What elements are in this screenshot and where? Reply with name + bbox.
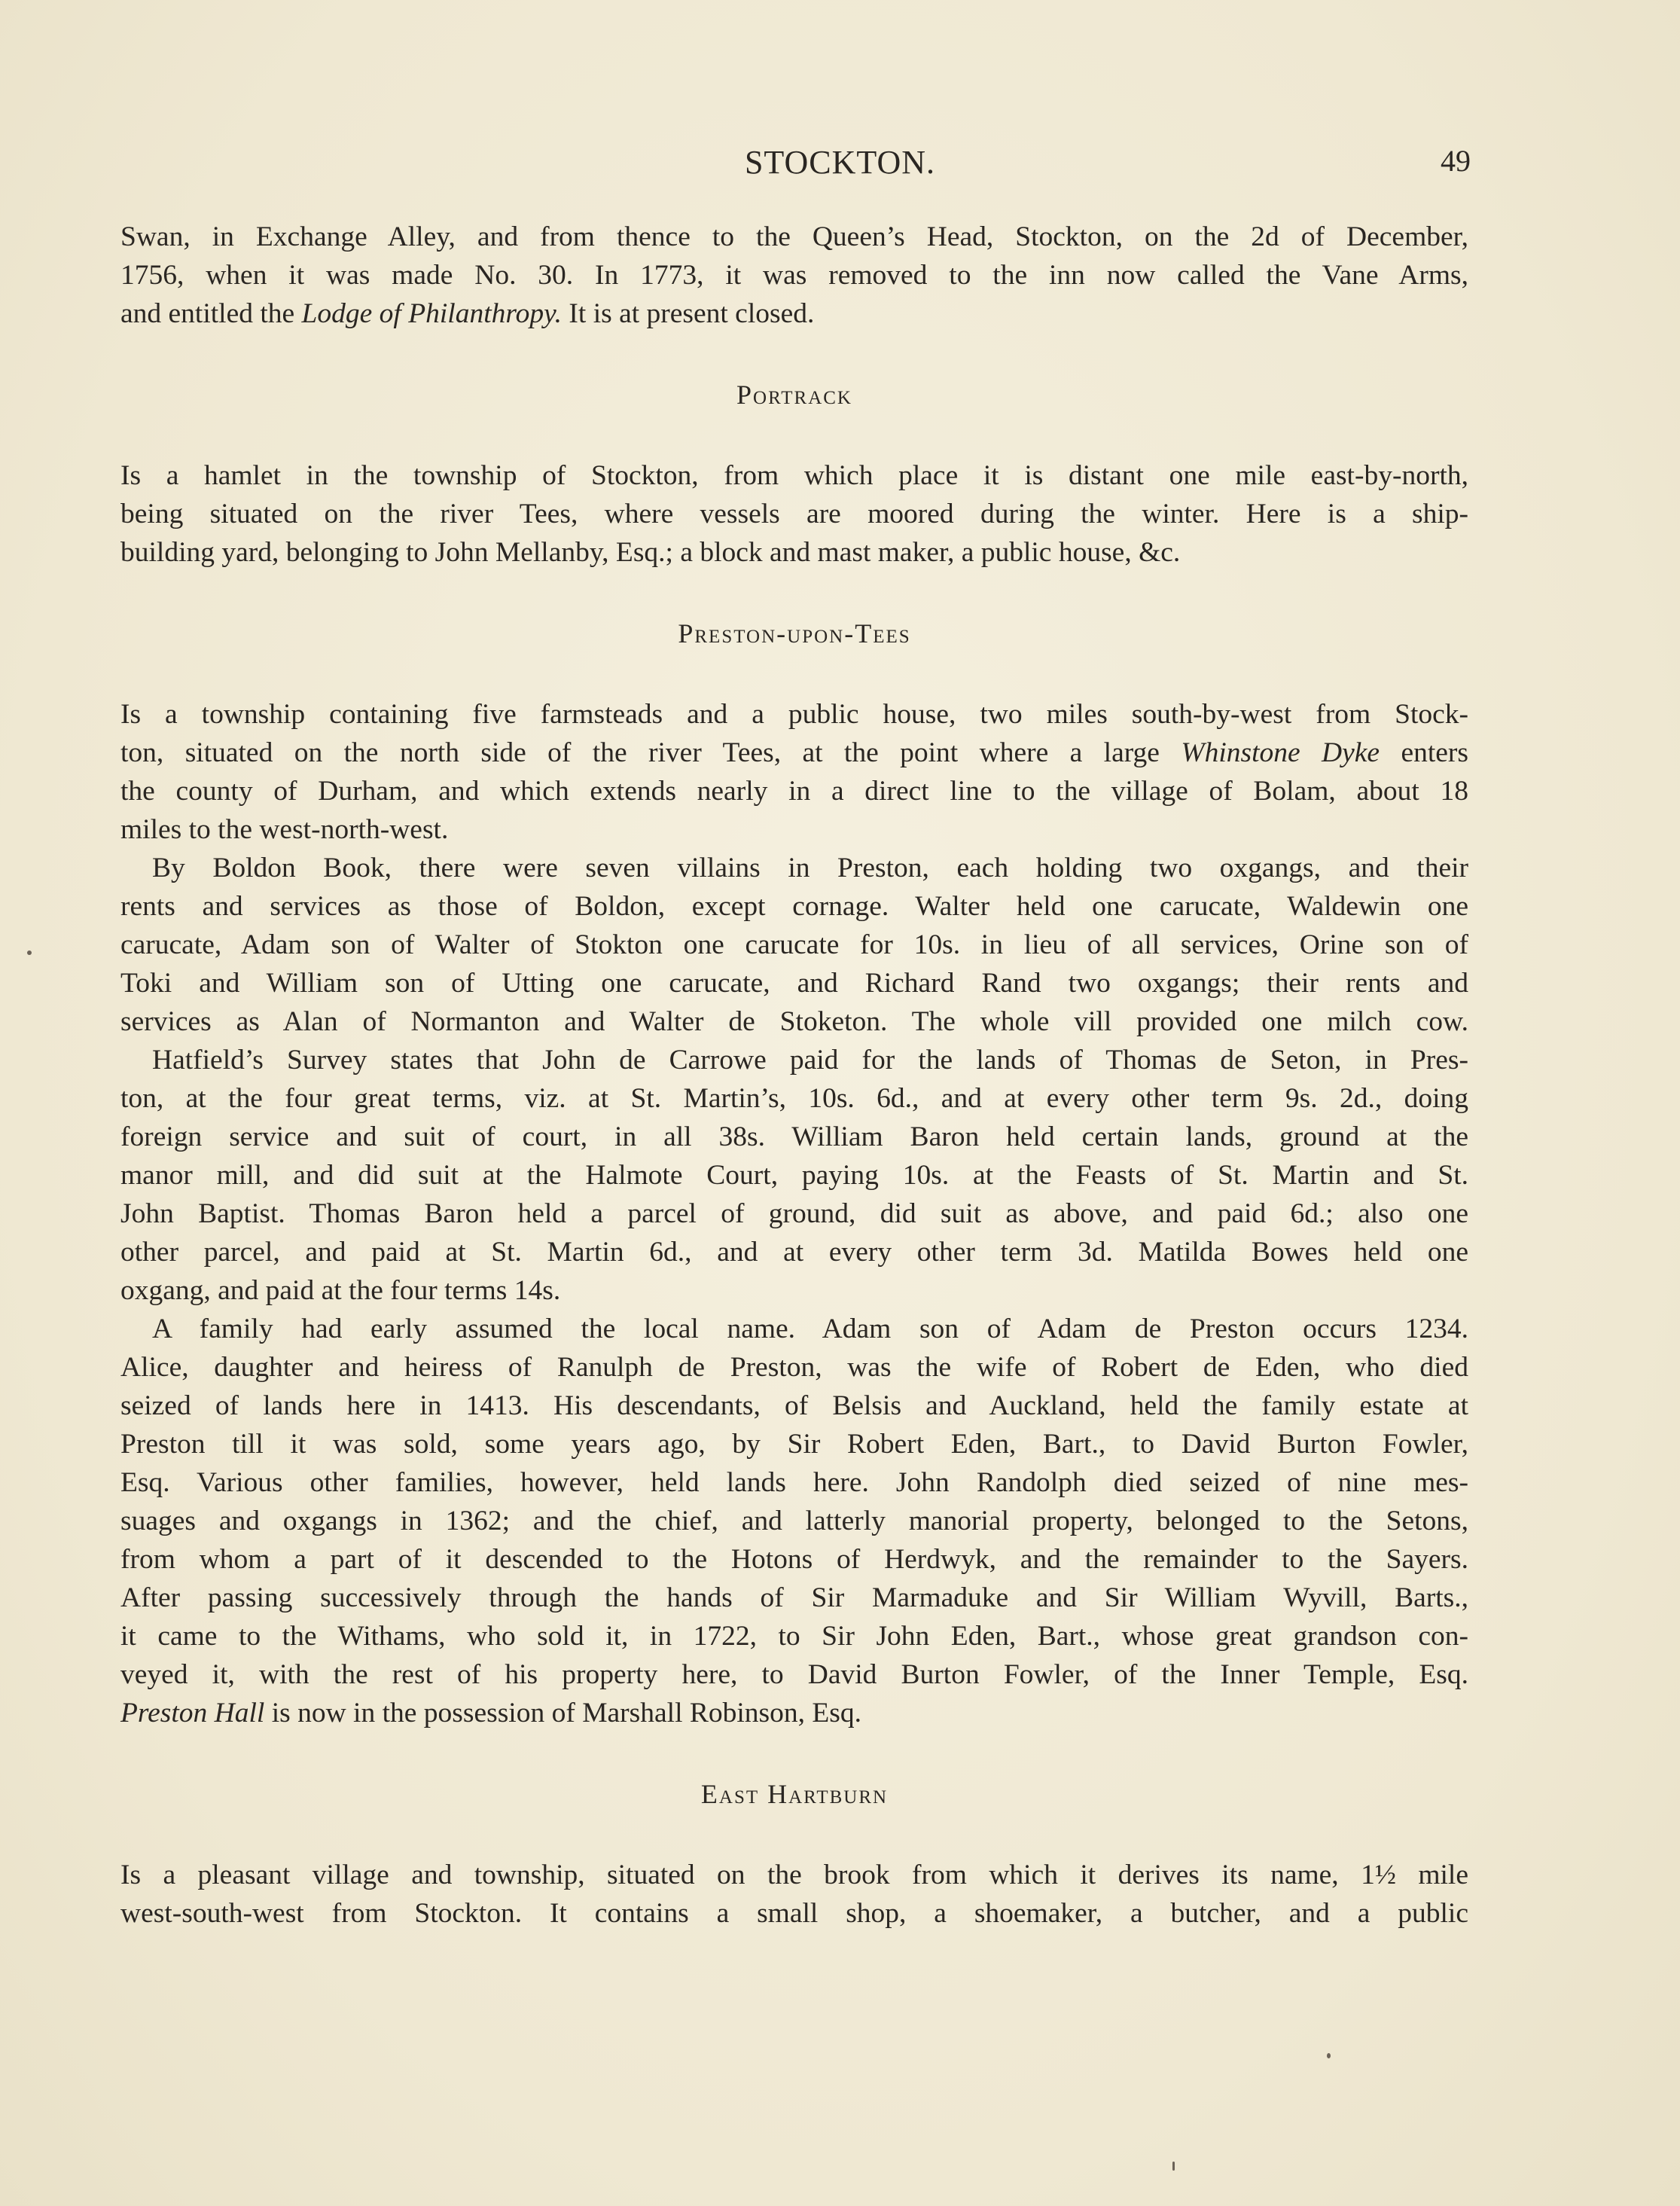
text-line: Alice, daughter and heiress of Ranulph de Preston, was the wife of Robert de Eden, who died [120, 1352, 1468, 1383]
running-head [0, 143, 1680, 188]
text-line: building yard, belonging to John Mellanby, Esq.; a block and mast maker, a public house, &c. [120, 537, 1181, 568]
text-fragment: ton, situated on the north side of the river Tees, at the point where a large [120, 737, 1181, 768]
text-line: miles to the west-north-west. [120, 814, 449, 845]
text-line: the county of Durham, and which extends nearly in a direct line to the village of Bolam, about 18 [120, 776, 1468, 807]
text-line: Is a hamlet in the township of Stockton, from which place it is distant one mile east-by-north, [120, 460, 1468, 491]
text-fragment: enters [1380, 737, 1469, 768]
text-line: After passing successively through the hands of Sir Marmaduke and Sir William Wyvill, Barts., [120, 1582, 1468, 1613]
text-line: manor mill, and did suit at the Halmote Court, paying 10s. at the Feasts of St. Martin and St. [120, 1160, 1468, 1191]
text-line: John Baptist. Thomas Baron held a parcel of ground, did suit as above, and paid 6d.; also one [120, 1198, 1468, 1229]
section-heading-east-hartburn: East Hartburn [700, 1779, 889, 1809]
text-line [120, 1694, 1468, 1732]
section-heading-portrack: Portrack [736, 380, 852, 410]
text-line: veyed it, with the rest of his property here, to David Burton Fowler, of the Inner Temple, Esq. [120, 1659, 1468, 1690]
whinstone-dyke: Whinstone Dyke [1181, 737, 1380, 768]
body-text [120, 218, 1468, 1933]
text-line: carucate, Adam son of Walter of Stokton one carucate for 10s. in lieu of all services, Orine son of [120, 929, 1468, 960]
running-title: STOCKTON. [744, 144, 936, 181]
paper-speck [1327, 2053, 1331, 2058]
text-line: Preston till it was sold, some years ago, by Sir Robert Eden, Bart., to David Burton Fowler, [120, 1429, 1468, 1460]
text-line: suages and oxgangs in 1362; and the chief, and latterly manorial property, belonged to the Setons, [120, 1506, 1468, 1536]
paper-speck [27, 950, 32, 955]
text-fragment: It is at present closed. [562, 298, 815, 329]
text-line: Esq. Various other families, however, held lands here. John Randolph died seized of nine mes- [120, 1467, 1468, 1498]
text-line: west-south-west from Stockton. It contains a small shop, a shoemaker, a butcher, and a public [120, 1898, 1468, 1929]
text-line: services as Alan of Normanton and Walter de Stoketon. The whole vill provided one milch cow. [120, 1006, 1468, 1037]
text-line: foreign service and suit of court, in all 38s. William Baron held certain lands, ground at the [120, 1121, 1468, 1152]
text-line: being situated on the river Tees, where vessels are moored during the winter. Here is a ship- [120, 499, 1468, 529]
text-line: Is a pleasant village and township, situated on the brook from which it derives its name, 1½ mile [120, 1860, 1468, 1890]
page-number: 49 [1441, 144, 1471, 178]
text-line: ton, at the four great terms, viz. at St. Martin’s, 10s. 6d., and at every other term 9s. 2d., doing [120, 1083, 1468, 1114]
lodge-name: Lodge of Philanthropy. [301, 298, 563, 329]
preston-hall: Preston Hall [120, 1698, 265, 1728]
text-line: By Boldon Book, there were seven villains in Preston, each holding two oxgangs, and their [152, 853, 1468, 883]
text-line: seized of lands here in 1413. His descendants, of Belsis and Auckland, held the family estate at [120, 1390, 1468, 1421]
text-line: Toki and William son of Utting one carucate, and Richard Rand two oxgangs; their rents and [120, 968, 1468, 999]
section-heading-preston: Preston-upon-Tees [678, 618, 911, 648]
text-line: it came to the Withams, who sold it, in 1722, to Sir John Eden, Bart., whose great grandson con- [120, 1621, 1468, 1652]
text-line: Is a township containing five farmsteads and a public house, two miles south-by-west from Stock- [120, 699, 1468, 730]
text-fragment: and entitled the [120, 298, 302, 329]
text-line: from whom a part of it descended to the Hotons of Herdwyk, and the remainder to the Sayers. [120, 1544, 1468, 1575]
text-line: other parcel, and paid at St. Martin 6d., and at every other term 3d. Matilda Bowes held one [120, 1237, 1468, 1268]
text-line: A family had early assumed the local name. Adam son of Adam de Preston occurs 1234. [152, 1314, 1468, 1344]
text-line: rents and services as those of Boldon, except cornage. Walter held one carucate, Waldewin one [120, 891, 1468, 922]
text-line [120, 734, 1468, 772]
text-line: Hatfield’s Survey states that John de Carrowe paid for the lands of Thomas de Seton, in Pres- [152, 1045, 1468, 1076]
text-line: oxgang, and paid at the four terms 14s. [120, 1275, 561, 1306]
text-fragment: is now in the possession of Marshall Robinson, Esq. [264, 1698, 862, 1728]
text-line [120, 294, 1468, 333]
text-line: 1756, when it was made No. 30. In 1773, it was removed to the inn now called the Vane Arms, [120, 260, 1468, 291]
paper-speck [1172, 2162, 1175, 2171]
text-line: Swan, in Exchange Alley, and from thence to the Queen’s Head, Stockton, on the 2d of December, [120, 221, 1468, 252]
